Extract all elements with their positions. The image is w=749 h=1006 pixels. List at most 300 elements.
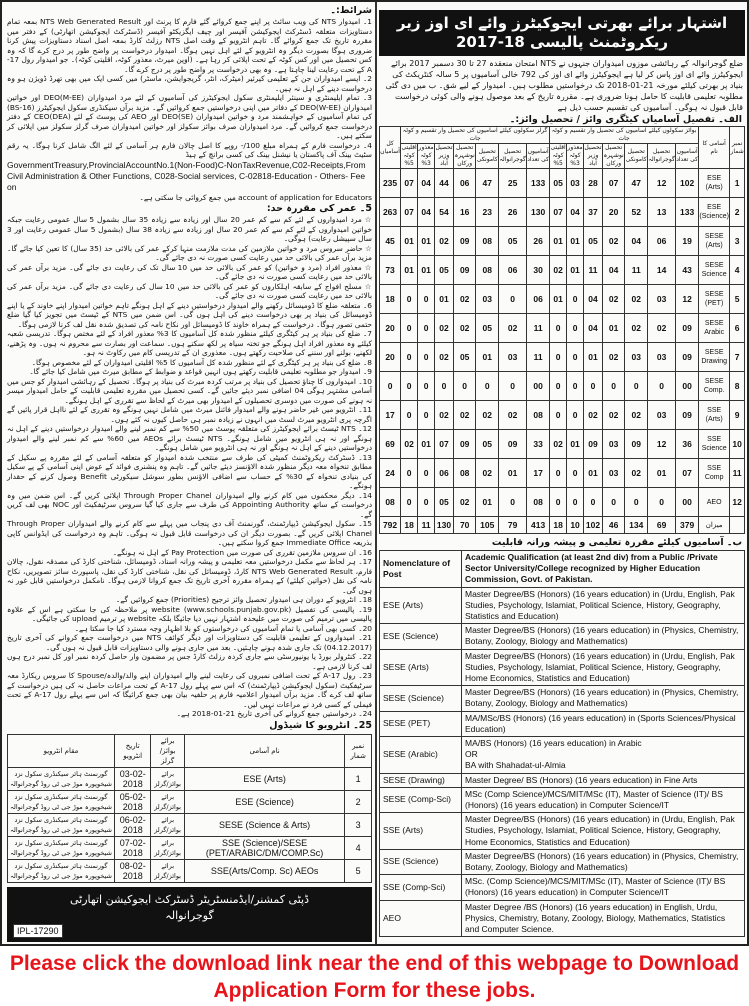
gender: برائے بوائز/گرلز: [151, 813, 184, 836]
interview-venue: گورنمنٹ ہائر سیکنڈری سکول نزد شیخوپورہ موڑ جی ٹی روڈ گوجرانوالہ: [8, 836, 115, 859]
vacancy-cell: 14: [648, 256, 676, 285]
vacancy-cell: 0: [401, 459, 418, 488]
row-number: 4: [730, 256, 745, 285]
section-b-heading: ب۔ آسامیوں کیلئے مقررہ تعلیمی و پیشہ ورانہ قابلیت: [491, 537, 742, 548]
vacancy-cell: 08: [527, 488, 550, 517]
vacancy-cell: 04: [602, 256, 624, 285]
vacancy-cell: 02: [453, 488, 475, 517]
subheader-girls: تحصیل وزیر آباد: [435, 144, 453, 167]
vacancy-cell: 47: [476, 169, 499, 198]
vacancy-cell: 0: [476, 372, 499, 401]
vacancy-cell: 0: [550, 459, 567, 488]
vacancy-cell: 02: [476, 401, 499, 430]
conditions-list-2: [7, 215, 372, 719]
vacancy-cell: 02: [453, 401, 475, 430]
vacancy-cell: 02: [625, 285, 648, 314]
condition-item: 13۔ ڈسٹرکٹ ریکروٹمنٹ کمیٹی کی طرف سے منتخب شدہ امیدوار کو متعلقہ آسامی کے لئے مقررہ پے سکیل کے مطابق تنخواہ معہ دیگر منظور شدہ الاؤنسز دیئے جائیں گے۔ تاہم وہ پنشنری فوائد کے عوض اپنی آسامی کے پے سکیل کی بنیادی تنخواہ کے 30% کے حساب سے اضافی الاؤنس بطور سوشل سیکورٹی Benefit وصول کرنے کے حقدار ہونگے۔: [7, 452, 373, 490]
vacancy-cell: 08: [476, 227, 499, 256]
vacancy-cell: 02: [625, 401, 648, 430]
vacancy-cell: 0: [401, 314, 418, 343]
vacancy-cell: 02: [435, 401, 454, 430]
vacancy-cell: 02: [648, 314, 676, 343]
vacancy-cell: 0: [584, 372, 603, 401]
vacancy-cell: 02: [435, 343, 454, 372]
vacancy-cell: 0: [435, 372, 454, 401]
condition-item: ☆ معذور افراد (مرد و خواتین) کو عمر کی بالائی حد میں 10 سال تک کی رعایت دی جائے گی۔ مزید برآں عمر کی بالائی حد میں رعایت کسی صورت نہ دی جائے گی۔: [7, 262, 372, 281]
vacancy-cell: 01: [418, 256, 435, 285]
condition-item: 10۔ امیدواروں کا چناؤ تحصیل کی بنیاد پر مرتب کردہ میرٹ کی بنیاد پر ہوگا۔ تحصیل کے رہائشی امیدوار کو جس میں آسامی مشتہر ہوگی 04 اضافی نمبر دیئے جائیں گے۔ کسی تحصیل میں مقررہ تعلیمی قابلیت کے حامل امیدوار میسر نہ ہونے کی صورت میں دوسری تحصیلوں کے امیدوار بھی میرٹ کے لحاظ سے تقرری کے اہل ہونگے۔: [7, 376, 372, 405]
row-number: 3: [345, 813, 372, 836]
table-row: [380, 624, 745, 649]
table-row: [380, 737, 745, 774]
post-name: SESE (Drawing): [380, 773, 462, 787]
qualification-text: MSc. (Comp Science)/MCS/MIT/MSc (IT), Master of Science (IT)/ BS (Honors) (16 years education) in Computer Science/IT: [462, 875, 745, 900]
vacancy-cell: 01: [567, 227, 584, 256]
vacancy-cell: 130: [527, 198, 550, 227]
vacancy-cell: 01: [476, 488, 499, 517]
row-number: 5: [345, 859, 372, 882]
post-name: SSE (Science): [380, 849, 462, 874]
row-number: 1: [730, 169, 745, 198]
header-total: کل آسامیاں: [380, 127, 401, 169]
vacancy-cell: 45: [380, 227, 401, 256]
vacancy-cell: 0: [401, 343, 418, 372]
condition-item: ☆ حاضر سروس مرد و خواتین ملازمین کی مدت ملازمت منہا کرکے عمر کی بالائی حد (35 سال) کا تعین کیا جائے گا۔ مزید برآں عمر کی بالائی حد میں رعایت کسی صورت نہ دی جائے گی۔: [7, 243, 372, 262]
vacancy-cell: 69: [380, 430, 401, 459]
vacancy-cell: 20: [602, 198, 624, 227]
table-row: [380, 813, 745, 850]
post-name: SESE Arabic: [699, 314, 730, 343]
total-cell: 379: [676, 517, 699, 534]
vacancy-cell: 0: [567, 401, 584, 430]
vacancy-cell: 02: [625, 459, 648, 488]
vacancy-cell: 07: [550, 198, 567, 227]
vacancy-cell: 30: [527, 256, 550, 285]
vacancy-cell: 01: [584, 343, 603, 372]
section-a-heading: الف۔ تفصیل آسامیاں کیٹگری وائز / تحصیل وائز:۔: [509, 114, 742, 125]
table-row: [380, 900, 745, 937]
vacancy-cell: 0: [418, 459, 435, 488]
subheader-girls: آسامیوں کی تعداد: [527, 144, 550, 169]
conditions-column: [4, 2, 377, 944]
table-row: [380, 711, 745, 736]
vacancy-cell: 0: [567, 343, 584, 372]
post-name: SESE (PET): [699, 285, 730, 314]
vacancy-cell: 07: [676, 459, 699, 488]
vacancy-cell: 03: [476, 285, 499, 314]
vacancy-cell: 00: [676, 372, 699, 401]
row-number: 7: [730, 343, 745, 372]
vacancy-cell: 0: [401, 372, 418, 401]
vacancy-cell: 04: [584, 285, 603, 314]
vacancy-cell: 02: [602, 227, 624, 256]
vacancy-cell: 11: [527, 314, 550, 343]
vacancy-cell: 47: [625, 169, 648, 198]
vacancy-cell: 03: [648, 401, 676, 430]
vacancy-cell: 02: [435, 227, 454, 256]
vacancy-cell: 04: [418, 198, 435, 227]
vacancy-cell: 03: [625, 343, 648, 372]
vacancy-cell: 52: [625, 198, 648, 227]
vacancy-cell: 01: [401, 227, 418, 256]
qualification-text: Master Degree/BS (Honors) (16 years education) in (Physics, Chemistry, Botany, Zoology, Biology and Mathematics): [462, 849, 745, 874]
header-post: نام آسامی: [184, 734, 345, 767]
vacancy-cell: 04: [567, 198, 584, 227]
table-row: [380, 169, 745, 198]
table-row: [380, 773, 745, 787]
subheader-girls: تحصیل گوجرانوالہ: [499, 144, 527, 169]
vacancy-cell: 01: [476, 343, 499, 372]
gender: برائے بوائز/گرلز: [151, 836, 184, 859]
vacancy-cell: 02: [602, 401, 624, 430]
total-cell: 18: [401, 517, 418, 534]
total-cell: 130: [435, 517, 454, 534]
row-number-empty: [730, 517, 745, 534]
vacancy-cell: 133: [527, 169, 550, 198]
vacancy-cell: 03: [499, 343, 527, 372]
vacancy-cell: 0: [550, 343, 567, 372]
conditions-heading: شرائط:۔: [330, 5, 372, 16]
post-name: ESE (Science): [699, 198, 730, 227]
vacancy-cell: 0: [602, 372, 624, 401]
vacancy-cell: 02: [499, 314, 527, 343]
gender: برائے بوائز/گرلز: [151, 767, 184, 790]
vacancy-cell: 0: [625, 488, 648, 517]
vacancy-cell: 02: [499, 401, 527, 430]
subheader-boys: تحصیل گوجرانوالہ: [648, 144, 676, 169]
row-number: 2: [345, 790, 372, 813]
vacancy-cell: 01: [602, 314, 624, 343]
header-qualification: Academic Qualification (at least 2nd div) from a Public /Private Sector University/College recognized by Higher Education Commission, Govt. of Pakistan.: [462, 551, 745, 588]
total-label: میزان: [699, 517, 730, 534]
vacancy-cell: 01: [567, 430, 584, 459]
vacancy-cell: 06: [453, 169, 475, 198]
vacancy-cell: 26: [499, 198, 527, 227]
vacancy-cell: 02: [435, 314, 454, 343]
vacancy-cell: 0: [648, 488, 676, 517]
post-name: SESE (PET): [380, 711, 462, 736]
interview-schedule-table: [7, 734, 372, 883]
vacancy-cell: 0: [453, 372, 475, 401]
condition-item: 6۔ متعلقہ ضلع کا ڈومیسائل رکھنے والے امیدوار درخواستیں دینے کے اہل ہونگے تاہم خواتین امیدوار اپنے خاوند کے یا اپنے ڈومیسائل کی بنیاد پر بھی درخواست دینے کی اہل ہوں گی۔ اس ضمن میں NTS کے ٹیسٹ میں تجویز کیا گیا ضلع حتمی تصور ہوگا۔ درخواست کے ہمراہ خاوند کا ڈومیسائل اور نکاح نامہ کی تصدیق شدہ نقل لف کرنا لازمی ہوگا۔: [7, 300, 372, 329]
condition-item: 16۔ ان سروس ملازمین تقرری کی صورت میں Pay Protection کے اہل نہ ہونگے۔: [112, 547, 372, 557]
table-row: [380, 343, 745, 372]
total-cell: 102: [584, 517, 603, 534]
condition-item: 4۔ درخواست فارم کے ہمراہ مبلغ 100/- روپے کا اصل چالان فارم ہر آسامی کے لئے الگ شامل کرنا ہوگا۔ یہ رقم سٹیٹ بینک آف پاکستان یا نیشنل بینک کی کسی برانچ کے ہیڈ: [7, 140, 372, 159]
vacancy-cell: 263: [380, 198, 401, 227]
subheader-boys: تحصیل نوشہرہ ورکاں: [603, 144, 624, 167]
interview-date: 03-02-2018: [115, 767, 151, 790]
vacancy-cell: 09: [676, 401, 699, 430]
vacancy-cell: 06: [648, 227, 676, 256]
post-name: ESE (Arts): [699, 169, 730, 198]
vacancy-cell: 05: [550, 169, 567, 198]
table-row: [380, 198, 745, 227]
vacancy-cell: 0: [418, 488, 435, 517]
qualification-text: MSc (Comp Science)/MCS/MIT/MSc (IT), Master of Science (IT)/ BS (Honors) (16 years education) in Computer Science/IT: [462, 787, 745, 812]
condition-item: 23۔ رول 17-A کے تحت اضافی نمبروں کی رعایت لینے والے امیدواران اپنے والد/والدہ/Spouse کا سروس ریکارڈ معہ سرٹیفکیٹ (سکول ایجوکیشن ڈیپارٹمنٹ) کہ اس سے پہلے رول 17-A کے تحت مراعات حاصل نہ کی ہیں درخواست کے ساتھ لف کرے گا۔ مزید برآں امیدوار اعلامیہ فارم پر حلفیہ بیان بھی جمع کرائیگا کہ اس سے پہلے رول 17-A کے تحت فیملی کے کسی فرد نے مراعات نہیں لیں۔: [7, 671, 373, 709]
vacancy-cell: 01: [550, 285, 567, 314]
vacancy-cell: 0: [499, 372, 527, 401]
vacancy-cell: 00: [527, 372, 550, 401]
total-cell: 18: [550, 517, 567, 534]
condition-item: 12۔ NTS ٹیسٹ برائے ایجوکیٹرز کی متعلقہ پوسٹ میں 50% سے کم نمبر لینے والے امیدوار درخواستیں دینے کے اہل نہ ہونگے اور نہ ہی انٹرویو میں شامل ہونگے۔ NTS ٹیسٹ برائے AEOs میں 60% سے کم نمبر لینے والے امیدوار درخواستیں دینے کے اہل نہ ہونگے اور نہ ہی انٹرویو میں شامل ہونگے۔: [7, 424, 373, 452]
condition-item: 3۔ تمام ایلیمنٹری و سینئر ایلیمنٹری سکول ایجوکیٹرز کی آسامیوں کے لئے مرد امیدواران DEO(M-EE) اور خواتین امیدواران DEO(W-EE) کے دفاتر میں اپنی درخواستیں جمع کروائیں گے۔ مزید برآں سیکنڈری سکول ایجوکیٹرز (BS-16) کی تمام آسامیوں کے خواہشمند مرد و خواتین امیدواران DEO(SE) اور AEO کی پوسٹ کے لئے CEO(DEA) کے دفتر درخواست جمع کروائیں گے۔ مرد امیدواران صرف بوائز سکولز اور خواتین امیدواران صرف گرلز سکولز میں اپلائی کر سکتے ہیں۔: [7, 93, 372, 140]
vacancy-cell: 03: [648, 343, 676, 372]
subheader-boys: تحصیل وزیر آباد: [584, 144, 602, 167]
post-name: SESE (Arts): [380, 649, 462, 686]
vacancy-cell: 0: [602, 488, 624, 517]
table-row: [380, 875, 745, 900]
vacancy-cell: 04: [625, 227, 648, 256]
vacancy-cell: 02: [550, 256, 567, 285]
condition-item: 24۔ درخواستیں جمع کروانے کی آخری تاریخ 21-01-2018 ہے۔: [176, 709, 372, 718]
table-row: [380, 649, 745, 686]
table-row: [8, 813, 372, 836]
vacancy-cell: 25: [499, 169, 527, 198]
post-name: SSE (Arts): [699, 401, 730, 430]
condition-item: 9۔ امیدوار جو مطلوبہ تعلیمی قابلیت رکھتے ہوں انہیں قواعد و ضوابط کے مطابق میرٹ میں شامل کیا جائے گا۔: [29, 367, 372, 376]
header-venue: مقام انٹرویو: [8, 734, 115, 767]
qualification-text: MA/MSc/BS (Honors) (16 years education) in (Sports Sciences/Physical Education): [462, 711, 745, 736]
vacancy-cell: 09: [453, 256, 475, 285]
total-row: [380, 517, 745, 534]
vacancy-cell: 0: [648, 372, 676, 401]
subheader-boys: تحصیل کامونکی: [625, 144, 648, 169]
vacancy-cell: 02: [602, 285, 624, 314]
vacancy-cell: 06: [527, 285, 550, 314]
vacancy-cell: 12: [676, 285, 699, 314]
vacancy-cell: 01: [550, 227, 567, 256]
vacancy-cell: 12: [648, 169, 676, 198]
treasury-account-text: GovernmentTreasury,ProvincialAccountNo.1(Non-Food)C-NonTaxRevenue,C02-Receipts,From Civil Administration & Other Functions, C028-Social services, C-02818-Education - Others- Fee on: [7, 159, 366, 192]
vacancy-cell: 0: [499, 488, 527, 517]
vacancy-cell: 06: [499, 256, 527, 285]
interview-venue: گورنمنٹ ہائر سیکنڈری سکول نزد شیخوپورہ موڑ جی ٹی روڈ گوجرانوالہ: [8, 767, 115, 790]
subheader-boys: معذور کوٹہ 3%: [567, 144, 583, 167]
vacancy-cell: 0: [550, 314, 567, 343]
ad-intro: ضلع گوجرانوالہ کے رہائشی موزوں امیدواران جنہوں نے NTS امتحان منعقدہ 27 تا 30 دسمبر 2017 برائے ایجوکیٹرز وائے ای اوز پاس کر لیا ہے ایجوکیٹرز وائے ای اوز کی 792 خالی آسامیوں پر 5 سالہ کنٹریکٹ کی بنیاد پر بھرتی کیلئے مورخہ 21-01-2018 تک درخواستیں مطلوب ہیں۔ امیدوار کے لیے شق۔ ب میں دی گئی مطلوبہ تعلیمی قابلیت کا حامل ہونا ضروری ہے۔ مقررہ تاریخ کے بعد موصول ہونے والی کوئی درخواست قابل قبول نہ ہوگی۔ آسامیوں کی تقسیم حسب ذیل ہے: [385, 59, 743, 112]
header-date: تاریخ انٹرویو: [115, 734, 151, 767]
vacancy-cell: 0: [550, 401, 567, 430]
interview-venue: گورنمنٹ ہائر سیکنڈری سکول نزد شیخوپورہ موڑ جی ٹی روڈ گوجرانوالہ: [8, 790, 115, 813]
vacancy-cell: 02: [602, 343, 624, 372]
post-name: SESE Drawing: [699, 343, 730, 372]
post-name: ESE (Arts): [380, 587, 462, 624]
condition-item: ☆ مسلح افواج کے سابقہ اہلکاروں کو عمر کی بالائی حد میں 10 سال کی رعایت دی جائے گی۔ مزید برآں عمر کی بالائی حد میں رعایت کسی صورت نہ دی جائے گی۔: [7, 281, 372, 300]
vacancy-cell: 09: [453, 430, 475, 459]
vacancy-cell: 17: [527, 459, 550, 488]
vacancy-cell: 07: [435, 430, 454, 459]
condition-item: 15۔ سکول ایجوکیشن ڈیپارٹمنٹ، گورنمنٹ آف دی پنجاب میں پہلے سے کام کرنے والے امیدواران Through Proper Chanel اپلائی کریں گے۔ بصورت دیگر ان کی درخواست قابل قبول نہ ہوگی۔ تاہم وہ درخواست کی ایڈوانس کاپی بذریعہ Immediate Office جمع کروا سکتے ہیں۔: [7, 519, 372, 547]
vacancy-cell: 0: [567, 372, 584, 401]
row-number: 2: [730, 198, 745, 227]
header-nomenclature: Nomenclature of Post: [380, 551, 462, 588]
header-boys-group: بوائز سکولوں کیلئے آسامیوں کی تحصیل وار تقسیم و کوٹہ جات: [550, 127, 699, 144]
table-row: [380, 256, 745, 285]
subheader-girls: اقلیتی کوٹہ 5%: [401, 144, 417, 167]
post-name: SESE (Science & Arts): [184, 813, 345, 836]
signature-title: ڈپٹی کمشنر/ایڈمنسٹریٹر ڈسٹرکٹ ایجوکیشن اتھارٹی: [70, 892, 309, 906]
vacancy-cell: 05: [435, 256, 454, 285]
vacancy-cell: 0: [401, 401, 418, 430]
vacancy-cell: 0: [380, 372, 401, 401]
vacancy-cell: 03: [602, 430, 624, 459]
post-name: ESE (Arts): [184, 767, 345, 790]
vacancy-cell: 0: [499, 285, 527, 314]
total-cell: 792: [380, 517, 401, 534]
vacancy-cell: 37: [584, 198, 603, 227]
vacancy-cell: 04: [584, 314, 603, 343]
vacancy-cell: 07: [602, 169, 624, 198]
vacancy-cell: 04: [418, 169, 435, 198]
vacancy-cell: 26: [527, 227, 550, 256]
row-number: 8: [730, 372, 745, 401]
download-notice: Please click the download link near the end of this webpage to Download Application Form for these jobs.: [9, 951, 740, 1002]
vacancy-cell: 02: [476, 459, 499, 488]
interview-schedule-heading: 25۔ انٹرویو کا شیڈول: [269, 719, 372, 731]
vacancy-cell: 01: [648, 459, 676, 488]
total-cell: 79: [499, 517, 527, 534]
vacancy-cell: 0: [550, 372, 567, 401]
post-name: ESE (Science): [380, 624, 462, 649]
header-no: نمبر شمار: [730, 127, 745, 169]
vacancy-cell: 01: [435, 285, 454, 314]
interview-venue: گورنمنٹ ہائر سیکنڈری سکول نزد شیخوپورہ موڑ جی ٹی روڈ گوجرانوالہ: [8, 859, 115, 882]
vacancy-cell: 0: [418, 401, 435, 430]
vacancy-cell: 03: [567, 169, 584, 198]
post-name: AEO: [699, 488, 730, 517]
vacancy-cell: 44: [435, 169, 454, 198]
ad-title: اشتہار برائے بھرتی ایجوکیٹرز وائے ای اوز زیر ریکروٹمنٹ پالیسی 18-2017: [379, 10, 745, 56]
condition-item: 18۔ انٹرویو کے دوران ہی امیدوار تحصیل وائز ترجیح (Priorities) جمع کروائیں گے۔: [115, 595, 372, 604]
row-number: 1: [345, 767, 372, 790]
qualification-text: Master Degree/ BS (Honors) (16 years education) in Fine Arts: [462, 773, 745, 787]
vacancy-cell: 0: [401, 488, 418, 517]
vacancy-cell: 0: [418, 372, 435, 401]
vacancy-cell: 06: [435, 459, 454, 488]
table-row: [8, 790, 372, 813]
vacancy-cell: 0: [567, 314, 584, 343]
interview-date: 08-02-2018: [115, 859, 151, 882]
vacancy-cell: 01: [584, 459, 603, 488]
interview-venue: گورنمنٹ ہائر سیکنڈری سکول نزد شیخوپورہ موڑ جی ٹی روڈ گوجرانوالہ: [8, 813, 115, 836]
header-girls-group: گرلز سکولوں کیلئے آسامیوں کی تحصیل وار تقسیم و کوٹہ جات: [401, 127, 550, 144]
row-number: 9: [730, 401, 745, 430]
interview-date: 07-02-2018: [115, 836, 151, 859]
vacancy-cell: 08: [453, 459, 475, 488]
interview-date: 05-02-2018: [115, 790, 151, 813]
vacancy-cell: 0: [625, 372, 648, 401]
vacancy-column: [377, 2, 747, 944]
vacancy-cell: 0: [550, 488, 567, 517]
total-cell: 105: [476, 517, 499, 534]
condition-item: 8۔ ضلع کی بنیاد پر ہر کیٹگری کے لئے منظور شدہ کل آسامیوں کا 5% اقلیتی امیدواران کے لئے مخصوص ہوگا۔: [31, 357, 372, 367]
vacancy-cell: 02: [625, 314, 648, 343]
vacancy-cell: 02: [453, 314, 475, 343]
row-number: 3: [730, 227, 745, 256]
signature-block: [7, 887, 372, 942]
signature-district: گوجرانوالہ: [165, 908, 214, 922]
post-name: SESE (Arts): [699, 227, 730, 256]
total-cell: 70: [453, 517, 475, 534]
condition-item: 19۔ پالیسی کی تفصیل website (www.schools.punjab.gov.pk) پر ملاحظہ کی جا سکتی ہے اس کے علاوہ پالیسی میں ترمیم کی صورت میں علیحدہ اشتہار نہیں دیا جائیگا بلکہ website پر ترمیم upload کی جائیگی۔: [7, 604, 373, 623]
post-name: SESE Comp.: [699, 372, 730, 401]
qualification-text: Master Degree /BS (Honors) (16 years education) in English, Urdu, Physics, Chemistry, Botany, Zoology, Biology, Mathematics, Statistics and Computer Science.: [462, 900, 745, 937]
vacancy-cell: 05: [476, 430, 499, 459]
row-number: 4: [345, 836, 372, 859]
vacancy-cell: 18: [380, 285, 401, 314]
vacancy-cell: 0: [584, 488, 603, 517]
vacancy-cell: 09: [453, 227, 475, 256]
table-row: [380, 285, 745, 314]
total-cell: 413: [527, 517, 550, 534]
vacancy-cell: 102: [676, 169, 699, 198]
vacancy-cell: 133: [676, 198, 699, 227]
post-name: SSE Comp: [699, 459, 730, 488]
condition-item: 7۔ ضلع کی بنیاد پر ہر کیٹگری کیلئے منظور شدہ کل آسامیوں کا 3% معذور افراد کے لئے مختص ہوگا۔ تدریسی شعبہ کیلئے وہ معذور افراد اہل ہونگے جو تختہ سیاہ پر لکھ سکتے ہوں۔ سماعت اور بصارت سے محروم نہ ہوں۔ وہ پڑھنے، لکھنے، بولنے اور سننے کی صلاحیت رکھتے ہوں۔ معذوری ان کے تدریسی کام میں رکاوٹ نہ ہو۔: [7, 329, 372, 357]
subheader-boys: آسامیوں کی تعداد: [676, 144, 699, 169]
vacancy-cell: 07: [401, 169, 418, 198]
post-name: SESE Science: [699, 256, 730, 285]
qualification-text: Master Degree/BS (Honors) (16 years education) in (Urdu, English, Pak Studies, Psychology, Islamiat, Political Science, History, Geography, Home Economics, Statistics and Education): [462, 649, 745, 686]
table-row: [380, 430, 745, 459]
vacancy-cell: 17: [380, 401, 401, 430]
vacancy-cell: 11: [584, 256, 603, 285]
condition-item: 14۔ دیگر محکموں میں کام کرنے والے امیدواران Through Proper Chanel اپلائی کریں گے۔ اس ضمن میں وہ درخواست کے ساتھ Appointing Authority کی طرف سے جاری کیا گیا سروس سرٹیفکیٹ اور NOC بھی لف کریں گے۔: [7, 490, 373, 519]
post-name: SESE (Comp-Sci): [380, 787, 462, 812]
post-name: ESE (Science): [184, 790, 345, 813]
condition-item: ☆ مرد امیدواروں کے لئے کم سے کم عمر 20 سال اور زیادہ سے زیادہ 35 سال بشمول 5 سال عمومی رعایت جبکہ خواتین امیدواروں کے لئے کم سے کم عمر 20 سال اور زیادہ سے زیادہ 38 سال (بشمول 5 سال عمومی رعایت اور 3 سال سپیشل رعایت) ہوگی۔: [7, 215, 373, 243]
total-cell: 46: [602, 517, 624, 534]
vacancy-cell: 05: [435, 488, 454, 517]
vacancy-cell: 73: [380, 256, 401, 285]
table-row: [8, 767, 372, 790]
gender: برائے بوائز/گرلز: [151, 790, 184, 813]
condition-item: 1۔ امیدوار NTS کی ویب سائٹ پر اپنے جمع کروائے گئے فارم کا پرنٹ اور NTS Web Generated Result بمعہ تمام دستاویزات متعلقہ ڈسٹرکٹ ایجوکیشن آفیسر اور چیف ایگزیکٹو آفیسر (ڈسٹرکٹ ایجوکیشن اتھارٹی) کے دفتر میں مقررہ تاریخ تک جمع کروائے گا۔ تاہم انٹرویو کے وقت اصل NTS رزلٹ کارڈ بمعہ اصل اسناد دستاویزات پیش کرنا ضروری ہوگا بصورت دیگر وہ انٹرویو کے لئے اہل نہیں ہوگا۔ امیدوار درخواست پر واضح طور پر درج کرے گا کہ وہ کس تحصیل میں اور کس کوٹہ کے تحت اپلائی کر رہا ہے۔ (اوپن میرٹ، معذور کوٹہ، اقلیتی کوٹہ)۔ جو امیدوار رول 17-A کے تحت رعایت لینا چاہتا ہے۔ وہ بھی درخواست پر واضح طور پر درج کرے گا۔: [7, 17, 372, 74]
table-row: [380, 314, 745, 343]
condition-item: 11۔ انٹرویو میں غیر حاضر ہونے والے امیدوار فائنل میرٹ میں شامل نہیں ہونگے وہ تقرری کے لئے نااہل قرار پائیں گے اگرچہ پری انٹرویو میرٹ لسٹ میں انہوں نے زیادہ نمبر ہی حاصل کیوں نہ کئے ہوں۔: [7, 405, 372, 424]
total-cell: 134: [625, 517, 648, 534]
conditions-list: [7, 17, 372, 160]
vacancy-cell: 19: [676, 227, 699, 256]
vacancy-cell: 02: [584, 401, 603, 430]
qualification-text: Master Degree/BS (Honors) (16 years education) in (Urdu, English, Pak Studies, Psychology, Islamiat, Political Science, History, Geography, Home Economics, Statistics and Education): [462, 813, 745, 850]
table-row: [8, 836, 372, 859]
vacancy-cell: 07: [401, 198, 418, 227]
age-limit-heading: 5۔ عمر کی مقررہ حد:: [266, 203, 372, 214]
vacancy-cell: 05: [476, 314, 499, 343]
condition-item: 21۔ امیدواروں کے تعلیمی قابلیت کی دستاویزات اور دیگر کوائف NTS میں درخواست جمع کروانے کی آخری تاریخ (04.12.2017) تک جاری شدہ ہونے چاہئیں۔ بعد میں جاری ہونے والی دستاویزات قابل قبول نہ ہوں گی۔: [7, 633, 372, 652]
post-name: SESE (Arabic): [380, 737, 462, 774]
header-gender: برائے بوائز/گرلز: [151, 734, 184, 767]
condition-item: 22۔ کنٹرولر بورڈ یا یونیورسٹی سے جاری کردہ رزلٹ کارڈ جس پر مضمون وار حاصل کردہ نمبر اور کل نمبر درج ہوں لف کرنا لازمی ہے۔: [7, 652, 372, 671]
row-number: 11: [730, 459, 745, 488]
table-row: [380, 787, 745, 812]
vacancy-cell: 0: [567, 285, 584, 314]
ad-reference: IPL-17290: [13, 924, 63, 938]
vacancy-cell: 03: [602, 459, 624, 488]
vacancy-cell: 54: [435, 198, 454, 227]
vacancy-cell: 00: [676, 488, 699, 517]
vacancy-cell: 0: [567, 488, 584, 517]
row-number: 10: [730, 430, 745, 459]
vacancy-cell: 05: [499, 227, 527, 256]
condition-item: 17۔ ہر لحاظ سے مکمل درخواستیں معہ تعلیمی و پیشہ ورانہ اسناد، ڈومیسائل، شناختی کارڈ کی مصدقہ نقول، چالان فارم، NTS Web Generated Result کارڈ، ڈومیسائل کی نقل، شناختی کارڈ کی نقل، پاسپورٹ سائز تصویریں، نکاح نامہ کی نقل (خواتین کیلئے) کے ہمراہ مقررہ آخری تاریخ تک جمع کروانا لازمی ہوگا۔ نامکمل درخواستیں قابل غور نہ ہوں گی۔: [7, 557, 372, 595]
subheader-girls: تحصیل نوشہرہ ورکاں: [454, 144, 475, 167]
table-row: [380, 587, 745, 624]
qualification-table: [379, 550, 745, 937]
